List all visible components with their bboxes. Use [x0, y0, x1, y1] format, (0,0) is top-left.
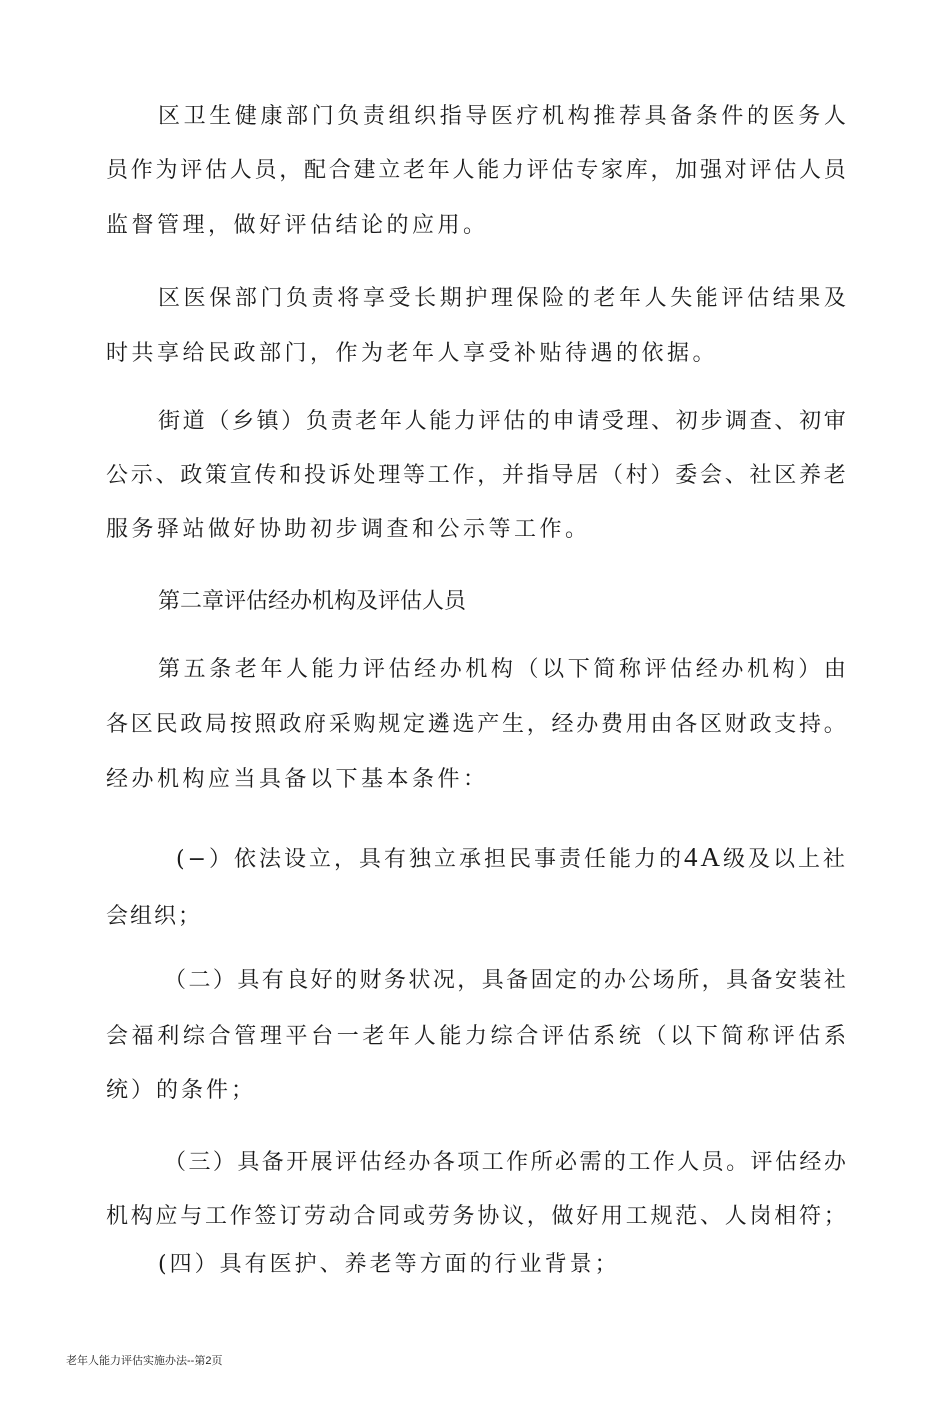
- text-line: 员 作 为 评 估 人 员 ， 配 合 建 立 老 年 人 能 力 评 估 专 家 库 ， 加 强 对 评 估 人 员: [106, 158, 846, 183]
- text-line: 经办机构应当具备以下基本条件：: [106, 767, 489, 792]
- page-footer: 老年人能力评估实施办法--第2页: [66, 1355, 223, 1367]
- list-item-line: （ 二 ） 具 有 良 好 的 财 务 状 况 ， 具 备 固 定 的 办 公 场 所 ， 具 备 安 装 社: [164, 968, 846, 993]
- text-line: 时共享给民政部门，作为老年人享受补贴待遇的依据。: [106, 341, 719, 366]
- text-line: 公 示 、 政 策 宣 传 和 投 诉 处 理 等 工 作 ， 并 指 导 居 （ 村 ） 委 会 、 社 区 养 老: [106, 463, 846, 488]
- text-line: 区 医 保 部 门 负 责 将 享 受 长 期 护 理 保 险 的 老 年 人 失 能 评 估 结 果 及: [158, 286, 846, 311]
- list-item-text: 级及以上社: [723, 847, 849, 872]
- text-line: 统）的条件；: [106, 1078, 257, 1103]
- list-item-line: （ 三 ） 具 备 开 展 评 估 经 办 各 项 工 作 所 必 需 的 工 作 人 员 。 评 估 经 办: [164, 1150, 846, 1175]
- list-item-line: (四）具有医护、养老等方面的行业背景；: [158, 1252, 620, 1277]
- text-line: 区 卫 生 健 康 部 门 负 责 组 织 指 导 医 疗 机 构 推 荐 具 备 条 件 的 医 务 人: [158, 104, 846, 129]
- text-line: 服务驿站做好协助初步调查和公示等工作。: [106, 517, 591, 542]
- text-line: 监督管理，做好评估结论的应用。: [106, 213, 489, 238]
- text-line: 会 福 利 综 合 管 理 平 台 一 老 年 人 能 力 综 合 评 估 系 统 （ 以 下 简 称 评 估 系: [106, 1024, 846, 1049]
- text-line: 会组织；: [106, 904, 203, 929]
- text-line: 机 构 应 与 工 作 签 订 劳 动 合 同 或 劳 务 协 议 ， 做 好 用 工 规 范 、 人 岗 相 符 ；: [106, 1204, 846, 1229]
- chapter-heading: 第二章评估经办机构及评估人员: [158, 589, 467, 614]
- article-heading-line: 第 五 条 老 年 人 能 力 评 估 经 办 机 构 （ 以 下 简 称 评 估 经 办 机 构 ） 由: [158, 657, 846, 682]
- text-line: 街 道 （ 乡 镇 ） 负 责 老 年 人 能 力 评 估 的 申 请 受 理 、 初 步 调 查 、 初 审: [158, 409, 846, 434]
- list-item-text: (−）依法设立，具有独立承担民事责任能力的: [176, 847, 685, 872]
- rating-emphasis: 4A: [684, 842, 724, 872]
- list-item-line: [176, 843, 848, 871]
- text-line: 各 区 民 政 局 按 照 政 府 采 购 规 定 遴 选 产 生 ， 经 办 费 用 由 各 区 财 政 支 持 。: [106, 712, 846, 737]
